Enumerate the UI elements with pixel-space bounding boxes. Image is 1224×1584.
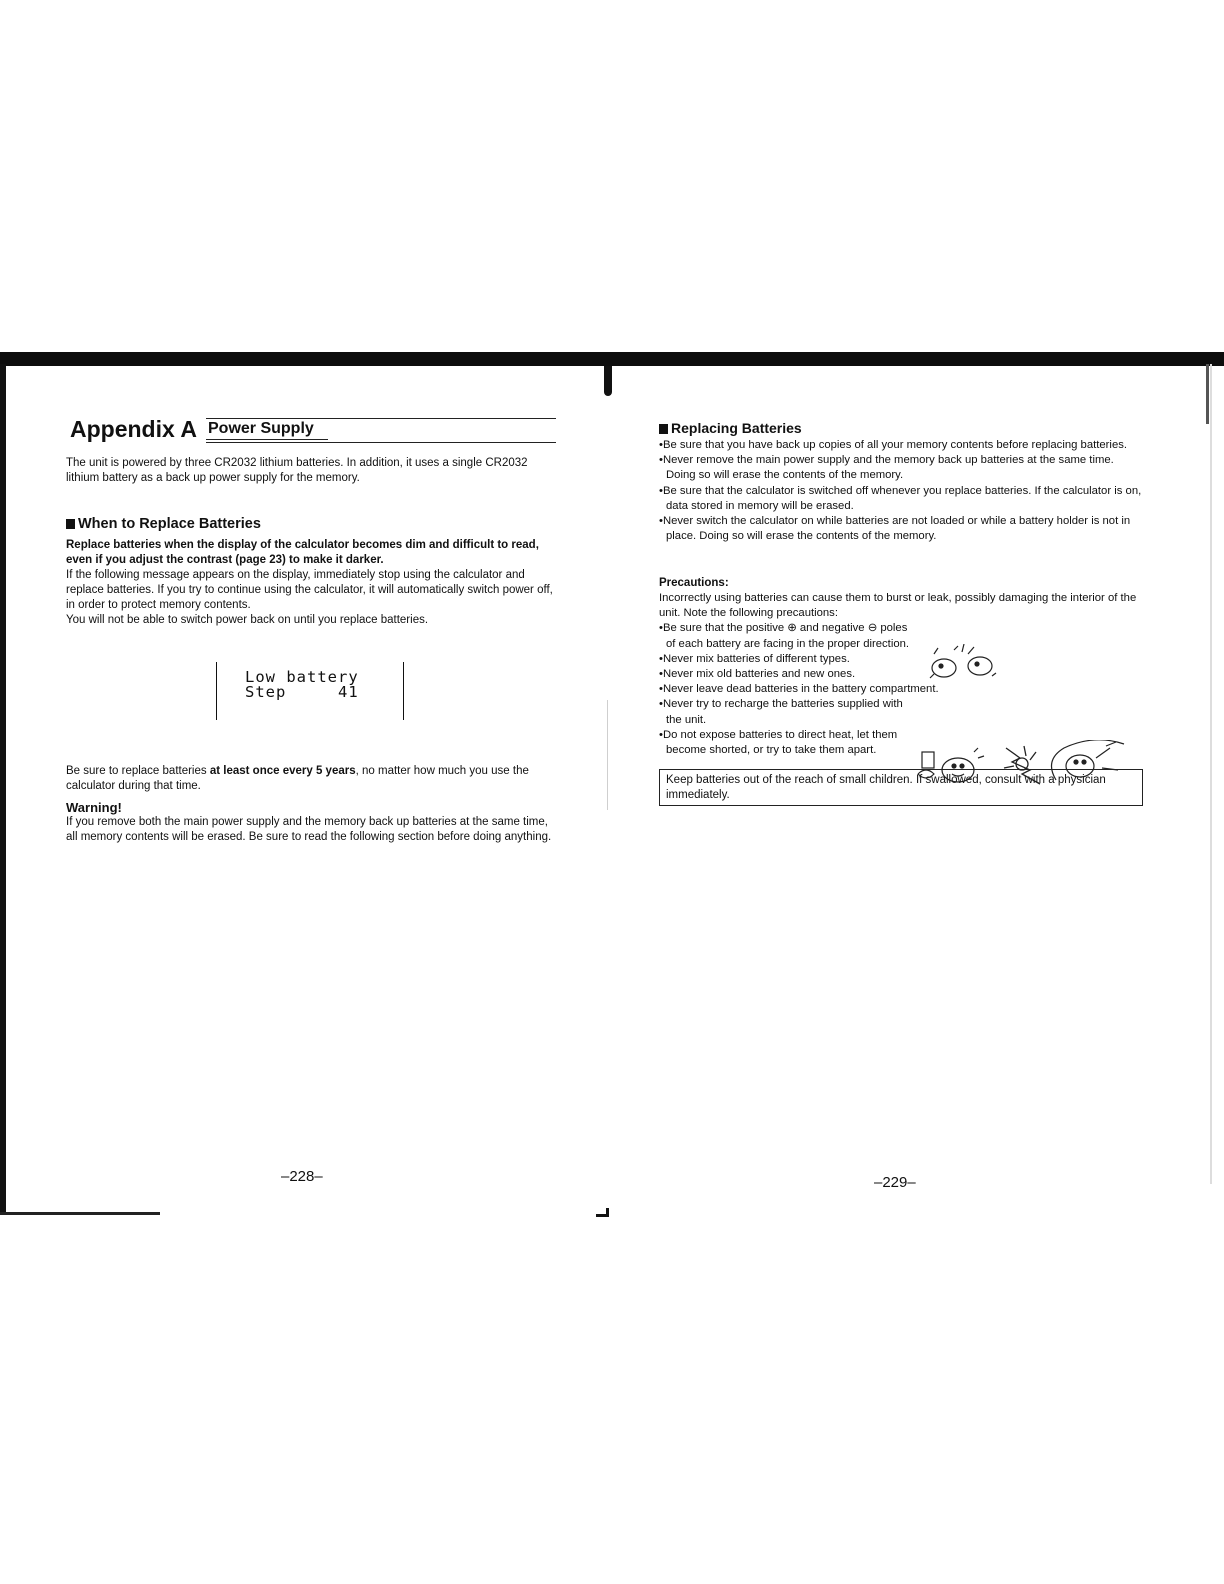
when-to-replace-heading-text: When to Replace Batteries — [78, 516, 261, 532]
book-spine — [604, 366, 612, 396]
square-bullet-icon — [659, 424, 668, 434]
replacing-list — [659, 438, 1143, 544]
short-circuit-illustration-icon — [1000, 742, 1046, 788]
appendix-header — [66, 400, 556, 450]
list-item: •Never remove the main power supply and the memory back up batteries at the same time. Doing so will erase the contents of the memory. — [659, 454, 1114, 482]
heat-illustration-icon — [914, 744, 994, 790]
replace-interval-bold: at least once every 5 years — [209, 765, 356, 777]
spine-corner-mark — [596, 1208, 609, 1217]
child-safety-warning-box: Keep batteries out of the reach of small children. If swallowed, consult with a physician immediately. — [659, 769, 1143, 806]
replace-interval-pre: Be sure to replace batteries — [66, 765, 210, 777]
header-rule-bottom — [206, 442, 556, 443]
display-line-2: Step 41 — [245, 683, 359, 701]
list-item: •Do not expose batteries to direct heat, let them become shorted, or try to take them apart. — [659, 728, 898, 757]
list-item: •Be sure that the calculator is switched off whenever you replace batteries. If the calculator is on, data stored in memory will be erased. — [659, 484, 1142, 512]
page-number-right: –229– — [874, 1174, 916, 1191]
intro-paragraph: The unit is powered by three CR2032 lithium batteries. In addition, it uses a single CR2032 lithium battery as a back up power supply for the memory. — [66, 457, 528, 484]
header-rule-top — [206, 418, 556, 419]
spine-shadow — [607, 700, 608, 810]
list-item: •Never switch the calculator on while batteries are not loaded or while a battery holder is not in place. Doing so will erase the contents of the memory. — [659, 515, 1131, 543]
disassembly-illustration-icon — [1046, 740, 1128, 786]
scan-border-right-faint — [1210, 364, 1212, 1184]
battery-illustration-icon — [924, 644, 1004, 684]
replace-instruction-body: If the following message appears on the display, immediately stop using the calculator and replace batteries. If you try to continue using the calculator, it will automatically switch power off, in order to protect memory contents. — [66, 569, 553, 611]
calculator-display — [216, 662, 404, 720]
scan-border-right — [1206, 364, 1209, 424]
replace-interval-post: , no matter how much you use the calculator during that time. — [66, 765, 529, 792]
left-page — [66, 400, 556, 845]
precautions-list — [659, 621, 1143, 758]
replace-instruction-note: You will not be able to switch power back on until you replace batteries. — [66, 614, 429, 626]
replacing-batteries-heading-text: Replacing Batteries — [671, 420, 802, 436]
display-line-1: Low battery — [245, 668, 359, 686]
list-item: •Never mix old batteries and new ones. — [659, 668, 856, 681]
list-item: •Be sure that the positive ⊕ and negative ⊖ poles of each battery are facing in the proper direction. — [659, 622, 910, 650]
scan-border-bottom — [0, 1212, 160, 1215]
scan-border-top — [0, 352, 1224, 366]
when-to-replace-heading — [66, 516, 556, 532]
appendix-title: Appendix A — [70, 416, 197, 442]
scan-border-left — [0, 364, 6, 1214]
appendix-subtitle: Power Supply — [208, 420, 314, 437]
header-rule-underline — [206, 439, 328, 440]
list-item: •Be sure that you have back up copies of all your memory contents before replacing batteries. — [659, 439, 1128, 451]
list-item: •Never try to recharge the batteries supplied with the unit. — [659, 698, 903, 726]
warning-paragraph: If you remove both the main power supply and the memory back up batteries at the same time, all memory contents will be erased. Be sure to read the following section before doing anything. — [66, 816, 552, 843]
precautions-heading: Precautions: — [659, 577, 729, 590]
replace-instruction-bold: Replace batteries when the display of the calculator becomes dim and difficult to read, even if you adjust the contrast (page 23) to make it darker. — [66, 539, 539, 566]
replace-interval-paragraph — [66, 764, 556, 794]
replacing-batteries-heading — [659, 420, 1143, 436]
list-item: •Never leave dead batteries in the battery compartment. — [659, 683, 939, 696]
list-item: •Never mix batteries of different types. — [659, 652, 850, 665]
square-bullet-icon — [66, 519, 75, 529]
warning-heading: Warning! — [66, 800, 122, 815]
page-number-left: –228– — [281, 1168, 323, 1185]
precautions-intro: Incorrectly using batteries can cause them to burst or leak, possibly damaging the interior of the unit. Note the following precautions: — [659, 592, 1137, 620]
